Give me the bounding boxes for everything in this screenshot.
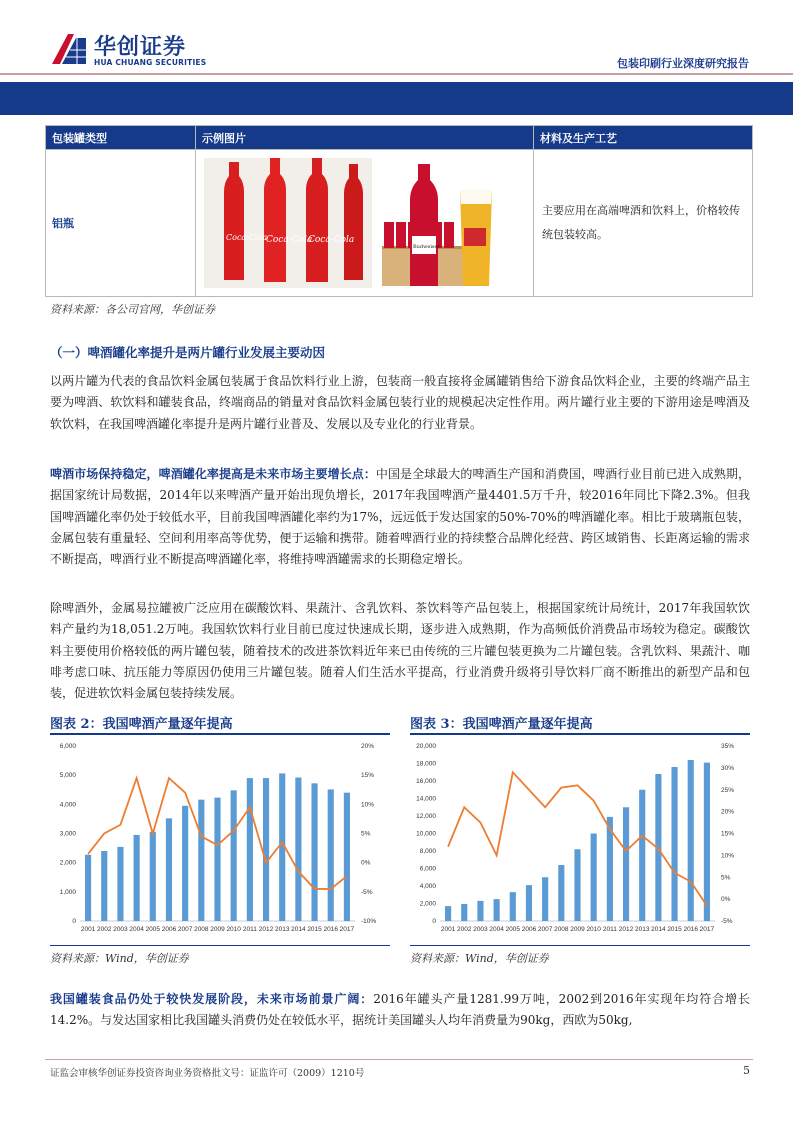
bar-mark <box>101 851 107 921</box>
coke-label-1: Coca-Cola <box>226 233 268 242</box>
x-tick-label: 2005 <box>505 926 521 933</box>
x-tick-label: 2001 <box>80 926 96 933</box>
bar-mark <box>526 885 532 921</box>
y-right-tick-label: -5% <box>721 918 733 925</box>
x-tick-label: 2001 <box>440 926 456 933</box>
paragraph-4-lead: 我国罐装食品仍处于较快发展阶段，未来市场前景广阔： <box>50 992 374 1006</box>
y-left-tick-label: 10,000 <box>416 830 436 838</box>
logo-mark-icon <box>50 30 88 66</box>
x-tick-label: 2017 <box>339 926 355 933</box>
aluminum-bottle-photo <box>196 150 533 296</box>
bar-mark <box>477 901 483 921</box>
bar-mark <box>494 899 500 921</box>
figure-2-title: 图表 2：我国啤酒产量逐年提高 <box>50 717 233 732</box>
x-tick-label: 2014 <box>291 926 306 933</box>
x-tick-label: 2009 <box>210 926 225 933</box>
logo-text-cn: 华创证券 <box>94 35 187 60</box>
logo-text-en: HUA CHUANG SECURITIES <box>94 58 207 67</box>
bar-mark <box>671 767 677 921</box>
y-left-tick-label: 5,000 <box>59 772 76 780</box>
bar-mark <box>231 790 237 921</box>
bar-mark <box>639 790 645 921</box>
bar-mark <box>247 778 253 921</box>
x-tick-label: 2004 <box>129 926 144 933</box>
y-right-tick-label: -10% <box>361 918 377 925</box>
x-tick-label: 2016 <box>323 926 338 933</box>
bar-mark <box>85 855 91 921</box>
packaging-table <box>45 125 753 297</box>
y-right-tick-label: 0% <box>361 859 371 867</box>
figure-3-title-rule <box>410 733 750 735</box>
coke-label-3: Coca-Cola <box>308 235 355 245</box>
bar-mark <box>445 906 451 921</box>
bar-mark <box>295 778 301 922</box>
beer-output-chart-fig2 <box>50 738 390 943</box>
source-note-fig3: 资料来源：Wind，华创证券 <box>410 952 549 965</box>
y-right-tick-label: -5% <box>361 888 373 896</box>
header-divider <box>0 73 793 75</box>
figure-3-bottom-rule <box>410 945 750 946</box>
footer-license-text: 证监会审核华创证券投资咨询业务资格批文号：证监许可（2009）1210号 <box>50 1068 365 1079</box>
bar-mark <box>166 818 172 921</box>
bud-label: Budweiser <box>413 244 440 250</box>
paragraph-2 <box>50 464 750 570</box>
bar-mark <box>311 783 317 921</box>
y-left-tick-label: 20,000 <box>416 743 436 750</box>
y-right-tick-label: 20% <box>721 808 735 816</box>
bar-mark <box>623 807 629 921</box>
x-tick-label: 2008 <box>194 926 209 933</box>
footer-divider <box>45 1059 753 1060</box>
y-right-tick-label: 0% <box>721 896 731 904</box>
paragraph-2-body: 中国是全球最大的啤酒生产国和消费国，啤酒行业目前已进入成熟期，据国家统计局数据，2014年以来啤酒产量开始出现负增长，2017年我国啤酒产量4401.5万千升，较2016年同比下降2.3%。但我国啤酒罐化率仍处于较低水平，目前我国啤酒罐化率约为17%，远远低于发达国家的50%-70%的啤酒罐化率。相比于玻璃瓶包装，金属包装有重量轻、空间利用率高等优势，便于运输和携带。随着啤酒行业的持续整合品牌化经营、跨区域销售、长距离运输的需求不断提高，啤酒行业不断提高啤酒罐化率，将维持啤酒罐需求的长期稳定增长。 <box>50 467 750 567</box>
bar-mark <box>542 877 548 921</box>
bar-mark <box>263 778 269 921</box>
y-right-tick-label: 15% <box>721 830 735 838</box>
paragraph-1: 以两片罐为代表的食品饮料金属包装属于食品饮料行业上游，包装商一般直接将金属罐销售给下游食品饮料企业，主要的终端产品主要为啤酒、软饮料和罐装食品，终端商品的销量对食品饮料金属包装行业的规模起决定性作用。两片罐行业主要的下游用途是啤酒及软饮料，在我国啤酒罐化率提升是两片罐行业普及、发展以及专业化的行业背景。 <box>50 374 750 431</box>
table-cell-type: 铝瓶 <box>46 150 196 297</box>
x-tick-label: 2010 <box>226 926 241 933</box>
y-right-tick-label: 5% <box>361 830 371 838</box>
x-tick-label: 2007 <box>537 926 553 933</box>
y-left-tick-label: 3,000 <box>59 830 76 838</box>
y-left-tick-label: 18,000 <box>416 760 436 768</box>
table-cell-process: 主要应用在高端啤酒和饮料上，价格较传统包装较高。 <box>534 150 753 297</box>
y-left-tick-label: 2,000 <box>59 859 76 867</box>
y-right-tick-label: 5% <box>721 874 731 882</box>
table-row <box>46 150 753 297</box>
bar-mark <box>150 832 156 921</box>
bar-mark <box>574 849 580 921</box>
x-tick-label: 2002 <box>97 926 112 933</box>
figure-2-title-rule <box>50 733 390 735</box>
coke-label-2: Coca-Cola <box>266 235 313 245</box>
x-tick-label: 2016 <box>683 926 698 933</box>
table-header-type: 包装罐类型 <box>46 126 196 150</box>
x-tick-label: 2008 <box>554 926 569 933</box>
x-tick-label: 2013 <box>274 926 290 933</box>
bar-mark <box>198 800 204 921</box>
paragraph-2-lead: 啤酒市场保持稳定，啤酒罐化率提高是未来市场主要增长点： <box>50 467 376 481</box>
x-tick-label: 2015 <box>667 926 682 933</box>
x-tick-label: 2004 <box>489 926 504 933</box>
y-right-tick-label: 20% <box>361 743 375 750</box>
figure-2-bottom-rule <box>50 945 390 946</box>
paragraph-4 <box>50 989 750 1032</box>
source-note-fig2: 资料来源：Wind，华创证券 <box>50 952 189 965</box>
y-right-tick-label: 35% <box>721 743 735 750</box>
bar-mark <box>688 760 694 921</box>
y-right-tick-label: 15% <box>361 772 375 780</box>
table-cell-image <box>196 150 534 297</box>
y-left-tick-label: 16,000 <box>416 778 436 785</box>
section-heading: （一）啤酒罐化率提升是两片罐行业发展主要动因 <box>50 345 326 360</box>
x-tick-label: 2015 <box>307 926 322 933</box>
y-left-tick-label: 4,000 <box>419 883 436 890</box>
bar-mark <box>510 892 516 921</box>
x-tick-label: 2003 <box>113 926 128 933</box>
y-right-tick-label: 10% <box>721 852 735 860</box>
y-right-tick-label: 25% <box>721 786 735 794</box>
y-right-tick-label: 30% <box>721 764 735 772</box>
x-tick-label: 2007 <box>177 926 193 933</box>
y-left-tick-label: 12,000 <box>416 813 436 820</box>
y-left-tick-label: 6,000 <box>419 865 436 873</box>
bar-mark <box>328 789 334 921</box>
x-tick-label: 2002 <box>457 926 472 933</box>
bar-mark <box>134 835 140 921</box>
company-logo <box>50 30 240 70</box>
x-tick-label: 2006 <box>161 926 177 933</box>
y-left-tick-label: 8,000 <box>419 848 436 855</box>
x-tick-label: 2012 <box>618 926 634 933</box>
bar-mark <box>591 834 597 922</box>
y-right-tick-label: 10% <box>361 801 375 809</box>
bar-mark <box>704 763 710 921</box>
bar-mark <box>182 806 188 921</box>
bar-mark <box>344 793 350 921</box>
x-tick-label: 2012 <box>258 926 274 933</box>
y-left-tick-label: 0 <box>432 918 436 925</box>
x-tick-label: 2013 <box>634 926 650 933</box>
x-tick-label: 2014 <box>651 926 666 933</box>
table-header-image: 示例图片 <box>196 126 534 150</box>
bar-mark <box>117 847 123 921</box>
x-tick-label: 2017 <box>699 926 715 933</box>
x-tick-label: 2011 <box>242 926 257 933</box>
y-left-tick-label: 0 <box>72 918 76 925</box>
paragraph-4-body: 2016年罐头产量1281.99万吨，2002到2016年实现年均符合增长14.2%。与发达国家相比我国罐头消费仍处在较低水平，据统计美国罐头人均年消费量为90kg，西欧为50kg, <box>50 992 750 1028</box>
page-number: 5 <box>743 1064 750 1077</box>
y-left-tick-label: 4,000 <box>59 801 76 809</box>
beer-output-chart-fig3 <box>410 738 750 943</box>
figure-3-title: 图表 3：我国啤酒产量逐年提高 <box>410 717 593 732</box>
y-left-tick-label: 6,000 <box>59 743 76 750</box>
paragraph-3: 除啤酒外，金属易拉罐被广泛应用在碳酸饮料、果蔬汁、含乳饮料、茶饮料等产品包装上，根据国家统计局统计，2017年我国软饮料产量约为18,051.2万吨。我国软饮料行业目前已度过快速成长期，逐步进入成熟期，作为高频低价消费品市场较为稳定。碳酸饮料主要使用价格较低的两片罐包装，随着技术的改进茶饮料近年来已由传统的三片罐包装更换为二片罐包装。含乳饮料、果蔬汁、咖啡考虑口味、抗压能力等原因仍使用三片罐包装。随着人们生活水平提高，行业消费升级将引导饮料厂商不断推出的新型产品和包装，促进软饮料金属包装持续发展。 <box>50 601 750 701</box>
header-band <box>0 82 793 115</box>
x-tick-label: 2006 <box>521 926 537 933</box>
y-left-tick-label: 1,000 <box>59 888 76 896</box>
bar-mark <box>214 798 220 921</box>
x-tick-label: 2009 <box>570 926 585 933</box>
source-note-table: 资料来源：各公司官网，华创证券 <box>50 303 215 316</box>
report-title: 包装印刷行业深度研究报告 <box>617 57 749 70</box>
x-tick-label: 2011 <box>602 926 617 933</box>
x-tick-label: 2010 <box>586 926 601 933</box>
y-left-tick-label: 14,000 <box>416 795 436 803</box>
bar-mark <box>558 865 564 921</box>
x-tick-label: 2005 <box>145 926 161 933</box>
x-tick-label: 2003 <box>473 926 488 933</box>
bar-mark <box>461 904 467 921</box>
y-left-tick-label: 2,000 <box>419 900 436 908</box>
table-header-process: 材料及生产工艺 <box>534 126 753 150</box>
